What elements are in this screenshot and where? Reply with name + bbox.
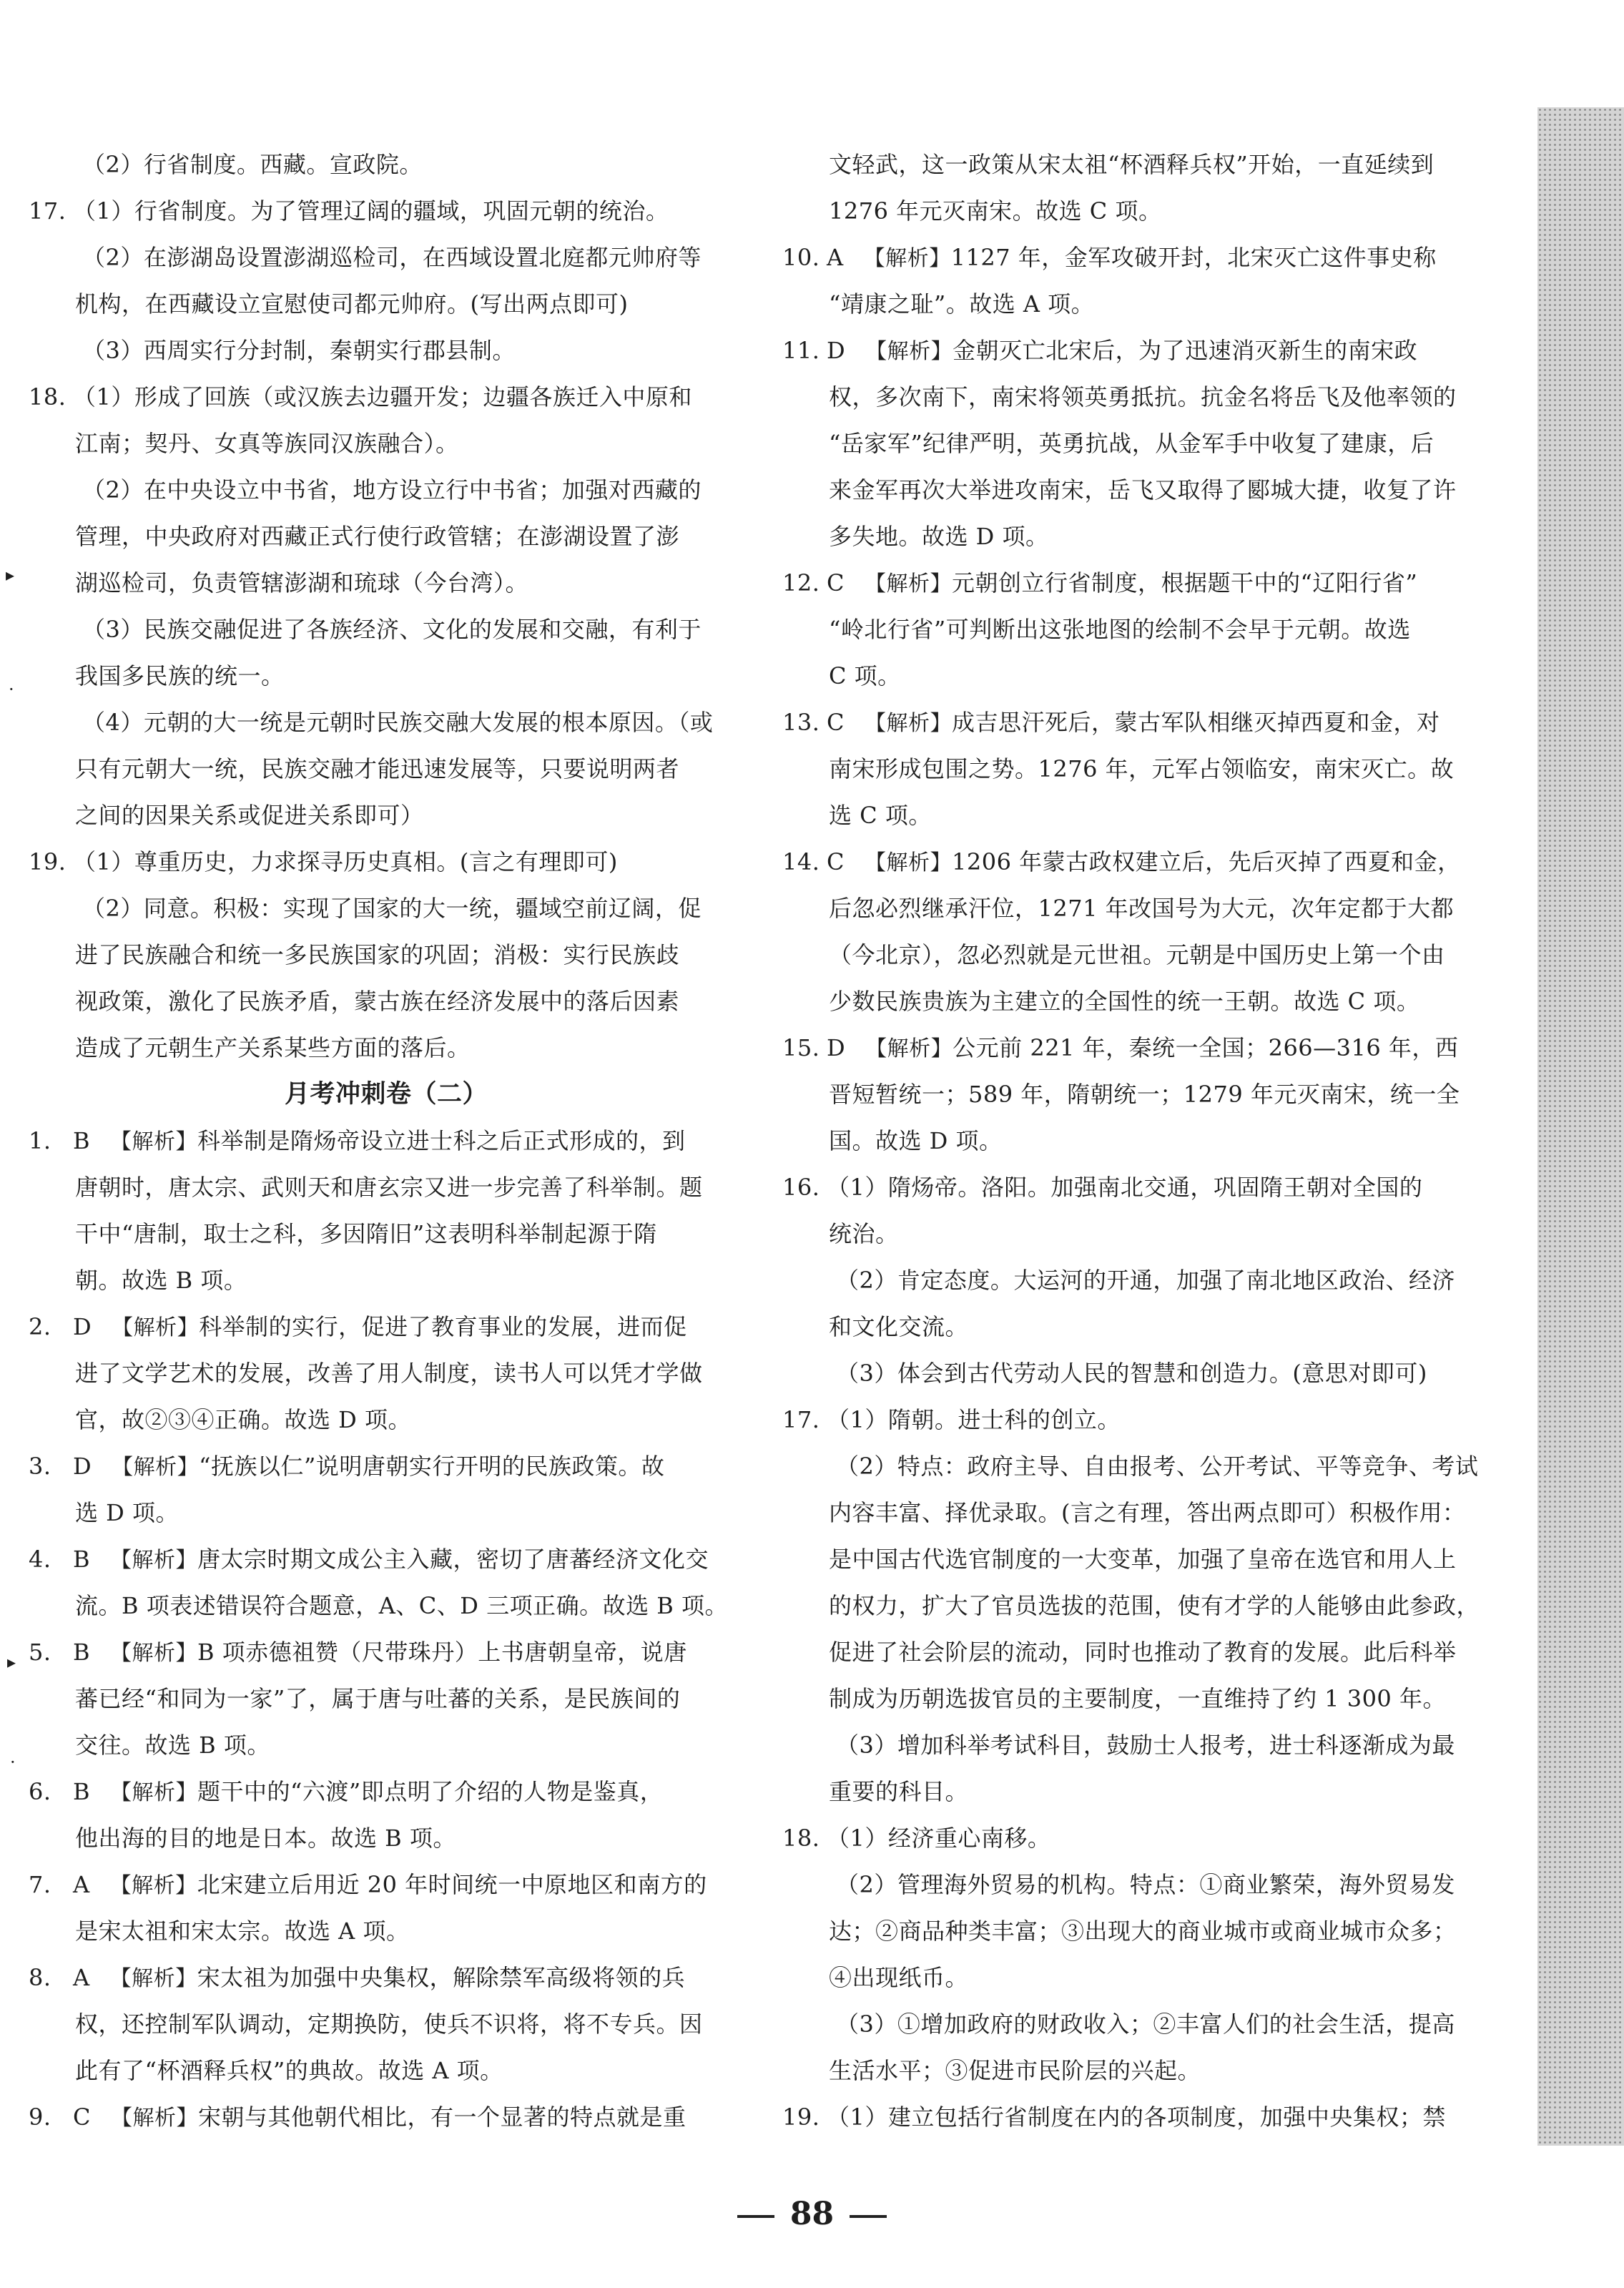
question-number: 11. — [782, 337, 820, 364]
answer-text: 的权力，扩大了官员选拔的范围，使有才学的人能够由此参政， — [829, 1592, 1480, 1619]
answer-text: （3）增加科举考试科目，鼓励士人报考，进士科逐渐成为最 — [836, 1732, 1455, 1759]
answer-choice: B — [73, 1546, 91, 1573]
answer-line — [29, 236, 702, 279]
answer-text: 多失地。故选 D 项。 — [829, 523, 1049, 550]
answer-choice: B — [73, 1639, 91, 1666]
dash-right — [850, 2215, 887, 2218]
answer-line — [782, 1119, 1003, 1162]
answer-line — [29, 747, 679, 790]
answer-text: 1206 年蒙古政权建立后，先后灭掉了西夏和金， — [951, 848, 1461, 875]
question-number: 19. — [29, 848, 67, 875]
question-number: 6. — [29, 1778, 51, 1805]
answer-line — [29, 1770, 663, 1813]
question-number: 1. — [29, 1127, 51, 1154]
answer-text: 是中国古代选官制度的一大变革，加强了皇帝在选官和用人上 — [829, 1546, 1457, 1573]
margin-mark: · — [9, 679, 14, 699]
question-number: 13. — [782, 709, 820, 736]
answer-line — [29, 1026, 471, 1069]
answer-line — [782, 283, 1094, 325]
answer-line — [782, 1166, 1422, 1209]
answer-line — [782, 1398, 1121, 1441]
answer-line — [782, 1724, 1455, 1767]
answer-line — [29, 1584, 728, 1627]
answer-line — [29, 468, 702, 511]
answer-line — [782, 1259, 1455, 1302]
question-number: 16. — [782, 1174, 820, 1201]
answer-line — [782, 701, 1440, 744]
answer-text: （1）建立包括行省制度在内的各项制度，加强中央集权；禁 — [827, 2103, 1446, 2131]
answer-line — [782, 1631, 1457, 1674]
answer-choice: C — [73, 2103, 91, 2131]
answer-line — [29, 933, 679, 976]
answer-line — [782, 887, 1454, 930]
answer-text: （2）行省制度。西藏。宣政院。 — [82, 151, 423, 178]
answer-choice: D — [827, 1034, 846, 1061]
answer-line — [29, 608, 702, 651]
answer-text: C 项。 — [829, 662, 901, 689]
analysis-tag: 【解析】 — [865, 339, 953, 364]
answer-choice: C — [827, 569, 845, 596]
answer-text: 元朝创立行省制度，根据题干中的“辽阳行省” — [951, 569, 1418, 596]
answer-line — [782, 515, 1049, 558]
answer-line — [29, 1259, 247, 1302]
answer-text: （2）特点：政府主导、自由报考、公开考试、平等竞争、考试 — [836, 1453, 1479, 1480]
answer-text: 文轻武，这一政策从宋太祖“杯酒释兵权”开始，一直延续到 — [829, 151, 1434, 178]
answer-text: 进了民族融合和统一多民族国家的巩固；消极：实行民族歧 — [75, 941, 680, 968]
answer-text: （1）行省制度。为了管理辽阔的疆域，巩固元朝的统治。 — [73, 197, 669, 225]
dash-left — [737, 2215, 774, 2218]
answer-text: （3）①增加政府的财政收入；②丰富人们的社会生活，提高 — [836, 2010, 1455, 2038]
answer-text: 视政策，激化了民族矛盾，蒙古族在经济发展中的落后因素 — [75, 988, 680, 1015]
answer-text: 内容丰富、择优录取。(言之有理，答出两点即可）积极作用： — [829, 1499, 1466, 1526]
answer-line — [782, 1863, 1455, 1906]
answer-text: （3）民族交融促进了各族经济、文化的发展和交融，有利于 — [82, 616, 702, 643]
margin-mark: · — [10, 1752, 16, 1772]
answer-line — [29, 143, 423, 186]
answer-line — [29, 840, 618, 883]
question-number: 3. — [29, 1453, 51, 1480]
question-number: 4. — [29, 1546, 51, 1573]
answer-line — [29, 1631, 687, 1674]
answer-text: 达；②商品种类丰富；③出现大的商业城市或商业城市众多； — [829, 1918, 1457, 1945]
answer-text: “岭北行省”可判断出这张地图的绘制不会早于元朝。故选 — [829, 616, 1411, 643]
answer-line — [782, 375, 1457, 418]
answer-text: （2）在澎湖岛设置澎湖巡检司，在西域设置北庭都元帅府等 — [82, 244, 702, 271]
analysis-tag: 【解析】 — [110, 1129, 198, 1154]
margin-mark: ▸ — [6, 565, 15, 585]
answer-line — [29, 980, 679, 1023]
answer-text: （1）形成了回族（或汉族去边疆开发；边疆各族迁入中原和 — [73, 383, 692, 411]
analysis-tag: 【解析】 — [112, 1315, 200, 1340]
answer-text: （1）经济重心南移。 — [827, 1825, 1051, 1852]
answer-line — [29, 2003, 703, 2046]
answer-text: 是宋太祖和宋太宗。故选 A 项。 — [75, 1918, 410, 1945]
question-number: 18. — [29, 383, 67, 411]
answer-text: 少数民族贵族为主建立的全国性的统一王朝。故选 C 项。 — [829, 988, 1420, 1015]
answer-line — [29, 1910, 409, 1953]
answer-text: “抚族以仁”说明唐朝实行开明的民族政策。故 — [199, 1453, 665, 1480]
answer-line — [29, 375, 692, 418]
answer-text: 朝。故选 B 项。 — [75, 1267, 247, 1294]
answer-choice: D — [73, 1453, 92, 1480]
answer-text: 南宋形成包围之势。1276 年，元军占领临安，南宋灭亡。故 — [829, 755, 1455, 782]
answer-line — [29, 422, 459, 465]
answer-text: 成吉思汗死后，蒙古军队相继灭掉西夏和金，对 — [951, 709, 1440, 736]
answer-line — [782, 236, 1437, 279]
answer-line — [782, 1445, 1478, 1488]
answer-line — [782, 190, 1161, 232]
answer-line — [29, 887, 702, 930]
answer-text: 来金军再次大举进攻南宋，岳飞又取得了郾城大捷，收复了许 — [829, 476, 1457, 504]
answer-text: 宋太祖为加强中央集权，解除禁军高级将领的兵 — [197, 1964, 686, 1991]
answer-line — [782, 1305, 968, 1348]
answer-text: 公元前 221 年，秦统一全国；266—316 年，西 — [953, 1034, 1459, 1061]
question-number: 5. — [29, 1639, 51, 1666]
answer-text: 交往。故选 B 项。 — [75, 1732, 270, 1759]
answer-text: 后忽必烈继承汗位，1271 年改国号为大元，次年定都于大都 — [829, 895, 1455, 922]
answer-line — [29, 1166, 703, 1209]
answer-text: 重要的科目。 — [829, 1778, 969, 1805]
answer-line — [782, 468, 1457, 511]
question-number: 12. — [782, 569, 820, 596]
answer-line — [782, 1538, 1457, 1581]
answer-line — [782, 1073, 1460, 1116]
answer-line — [29, 1817, 456, 1860]
answer-text: 管理，中央政府对西藏正式行使行政管辖；在澎湖设置了澎 — [75, 523, 680, 550]
answer-line — [29, 654, 285, 697]
answer-line — [29, 1677, 680, 1720]
answer-choice: C — [827, 848, 845, 875]
answer-text: 他出海的目的地是日本。故选 B 项。 — [75, 1825, 456, 1852]
answer-choice: B — [73, 1778, 91, 1805]
question-number: 15. — [782, 1034, 820, 1061]
answer-text: （今北京），忽必烈就是元世祖。元朝是中国历史上第一个由 — [829, 941, 1445, 968]
answer-line — [782, 747, 1454, 790]
answer-line — [782, 561, 1417, 604]
answer-text: （2）肯定态度。大运河的开通，加强了南北地区政治、经济 — [836, 1267, 1455, 1294]
answer-text: “岳家军”纪律严明，英勇抗战，从金军手中收复了建康，后 — [829, 430, 1434, 457]
answer-choice: D — [73, 1313, 92, 1340]
answer-text: （2）管理海外贸易的机构。特点：①商业繁荣，海外贸易发 — [836, 1871, 1455, 1898]
answer-text: 干中“唐制，取士之科，多因隋旧”这表明科举制起源于隋 — [75, 1220, 657, 1247]
answer-line — [29, 1491, 179, 1534]
answer-text: 北宋建立后用近 20 年时间统一中原地区和南方的 — [197, 1871, 707, 1898]
analysis-tag: 【解析】 — [865, 1036, 953, 1061]
question-number: 17. — [29, 197, 67, 225]
answer-text: 湖巡检司，负责管辖澎湖和琉球（今台湾）。 — [75, 569, 529, 596]
answer-line — [29, 1724, 270, 1767]
answer-line — [29, 1352, 703, 1395]
answer-line — [782, 608, 1411, 651]
analysis-tag: 【解析】 — [109, 1966, 197, 1991]
answer-line — [29, 1863, 707, 1906]
answer-line — [29, 2049, 503, 2092]
answer-choice: C — [827, 709, 845, 736]
answer-line — [29, 515, 679, 558]
question-number: 14. — [782, 848, 820, 875]
answer-text: 制成为历朝选拔官员的主要制度，一直维持了约 1 300 年。 — [829, 1685, 1446, 1712]
answer-text: 进了文学艺术的发展，改善了用人制度，读书人可以凭才学做 — [75, 1360, 703, 1387]
analysis-tag: 【解析】 — [864, 711, 952, 736]
answer-line — [29, 1398, 411, 1441]
page-number: 88 — [789, 2196, 835, 2232]
question-number: 19. — [782, 2103, 820, 2131]
answer-line — [29, 1212, 657, 1255]
answer-text: 蕃已经“和同为一家”了，属于唐与吐蕃的关系，是民族间的 — [75, 1685, 681, 1712]
answer-line — [29, 283, 628, 325]
answer-text: 此有了“杯酒释兵权”的典故。故选 A 项。 — [75, 2057, 503, 2084]
answer-choice: A — [827, 244, 844, 271]
answer-text: 金朝灭亡北宋后，为了迅速消灭新生的南宋政 — [953, 337, 1418, 364]
page-footer — [0, 2196, 1624, 2232]
answer-line — [782, 654, 901, 697]
analysis-tag: 【解析】 — [110, 1641, 198, 1666]
analysis-tag: 【解析】 — [112, 1455, 200, 1480]
answer-text: 造成了元朝生产关系某些方面的落后。 — [75, 1034, 471, 1061]
answer-line — [782, 1770, 968, 1813]
answer-text: 机构，在西藏设立宣慰使司都元帅府。(写出两点即可) — [75, 290, 629, 318]
answer-line — [782, 840, 1461, 883]
answer-line — [782, 1026, 1458, 1069]
answer-line — [782, 422, 1434, 465]
answer-text: 科举制是隋炀帝设立进士科之后正式形成的，到 — [197, 1127, 686, 1154]
answer-line — [29, 1445, 664, 1488]
question-number: 7. — [29, 1871, 51, 1898]
answer-text: 权，还控制军队调动，定期换防，使兵不识将，将不专兵。因 — [75, 2010, 703, 2038]
answer-choice: A — [73, 1871, 90, 1898]
answer-line — [782, 1677, 1446, 1720]
answer-text: 官，故②③④正确。故选 D 项。 — [75, 1406, 412, 1433]
halftone-edge-strip — [1537, 107, 1624, 2146]
answer-line — [782, 2049, 1201, 2092]
analysis-tag: 【解析】 — [110, 1780, 198, 1805]
answer-text: （1）隋炀帝。洛阳。加强南北交通，巩固隋王朝对全国的 — [827, 1174, 1423, 1201]
answer-text: 唐太宗时期文成公主入藏，密切了唐蕃经济文化交 — [197, 1546, 709, 1573]
answer-text: 1276 年元灭南宋。故选 C 项。 — [829, 197, 1162, 225]
answer-text: 之间的因果关系或促进关系即可） — [75, 802, 424, 829]
answer-line — [29, 2096, 686, 2139]
answer-text: （1）隋朝。进士科的创立。 — [827, 1406, 1121, 1433]
answer-line — [782, 1212, 899, 1255]
answer-choice: B — [73, 1127, 91, 1154]
answer-line — [782, 1956, 968, 1999]
answer-line — [782, 794, 932, 837]
answer-choice: A — [73, 1964, 90, 1991]
analysis-tag: 【解析】 — [110, 1548, 198, 1573]
answer-text: 促进了社会阶层的流动，同时也推动了教育的发展。此后科举 — [829, 1639, 1457, 1666]
analysis-tag: 【解析】 — [863, 246, 951, 271]
answer-line — [29, 561, 528, 604]
answer-line — [782, 143, 1434, 186]
answer-text: （3）体会到古代劳动人民的智慧和创造力。(意思对即可) — [836, 1360, 1427, 1387]
answer-text: 宋朝与其他朝代相比，有一个显著的特点就是重 — [197, 2103, 686, 2131]
answer-text: （2）同意。积极：实现了国家的大一统，疆域空前辽阔，促 — [82, 895, 702, 922]
answer-text: （4）元朝的大一统是元朝时民族交融大发展的根本原因。（或 — [82, 709, 714, 736]
answer-line — [29, 1956, 685, 1999]
answer-text: （3）西周实行分封制，秦朝实行郡县制。 — [82, 337, 516, 364]
answer-line — [782, 1910, 1457, 1953]
question-number: 18. — [782, 1825, 820, 1852]
answer-text: 统治。 — [829, 1220, 899, 1247]
question-number: 10. — [782, 244, 820, 271]
answer-text: 生活水平；③促进市民阶层的兴起。 — [829, 2057, 1201, 2084]
answer-line — [29, 190, 669, 232]
answer-line — [29, 794, 424, 837]
answer-text: 1127 年，金军攻破开封，北宋灭亡这件事史称 — [950, 244, 1437, 271]
answer-line — [29, 701, 713, 744]
answer-text: 流。B 项表述错误符合题意，A、C、D 三项正确。故选 B 项。 — [75, 1592, 728, 1619]
margin-mark: ▸ — [7, 1652, 16, 1672]
answer-line — [782, 1352, 1427, 1395]
answer-line — [782, 980, 1419, 1023]
question-number: 8. — [29, 1964, 51, 1991]
answer-line — [782, 933, 1445, 976]
answer-text: （1）尊重历史，力求探寻历史真相。(言之有理即可) — [73, 848, 618, 875]
answer-text: 江南；契丹、女真等族同汉族融合）。 — [75, 430, 459, 457]
answer-text: ④出现纸币。 — [829, 1964, 969, 1991]
answer-text: 选 C 项。 — [829, 802, 932, 829]
answer-line — [782, 329, 1417, 372]
answer-text: 题干中的“六渡”即点明了介绍的人物是鉴真， — [197, 1778, 664, 1805]
answer-text: “靖康之耻”。故选 A 项。 — [829, 290, 1095, 318]
analysis-tag: 【解析】 — [109, 1873, 197, 1898]
question-number: 9. — [29, 2103, 51, 2131]
analysis-tag: 【解析】 — [864, 571, 952, 596]
answer-text: 国。故选 D 项。 — [829, 1127, 1003, 1154]
answer-text: 我国多民族的统一。 — [75, 662, 285, 689]
answer-line — [782, 2003, 1455, 2046]
answer-line — [782, 1817, 1050, 1860]
answer-line — [29, 1119, 686, 1162]
answer-text: B 项赤德祖赞（尺带珠丹）上书唐朝皇帝，说唐 — [197, 1639, 687, 1666]
answer-line — [29, 1538, 709, 1581]
analysis-tag: 【解析】 — [110, 2106, 198, 2131]
question-number: 17. — [782, 1406, 820, 1433]
answer-text: 和文化交流。 — [829, 1313, 969, 1340]
answer-line — [782, 1491, 1466, 1534]
answer-line — [782, 1584, 1480, 1627]
answer-text: 唐朝时，唐太宗、武则天和唐玄宗又进一步完善了科举制。题 — [75, 1174, 703, 1201]
answer-text: 权，多次南下，南宋将领英勇抵抗。抗金名将岳飞及他率领的 — [829, 383, 1457, 411]
answer-text: 只有元朝大一统，民族交融才能迅速发展等，只要说明两者 — [75, 755, 680, 782]
answer-line — [29, 329, 516, 372]
answer-line — [782, 2096, 1446, 2139]
answer-text: 科举制的实行，促进了教育事业的发展，进而促 — [199, 1313, 687, 1340]
answer-text: 选 D 项。 — [75, 1499, 179, 1526]
answer-line — [29, 1305, 687, 1348]
analysis-tag: 【解析】 — [864, 850, 952, 875]
section-title: 月考冲刺卷（二） — [284, 1080, 488, 1109]
answer-text: （2）在中央设立中书省，地方设立行中书省；加强对西藏的 — [82, 476, 702, 504]
answer-choice: D — [827, 337, 846, 364]
answer-text: 晋短暂统一；589 年，隋朝统一；1279 年元灭南宋，统一全 — [829, 1081, 1460, 1108]
question-number: 2. — [29, 1313, 51, 1340]
